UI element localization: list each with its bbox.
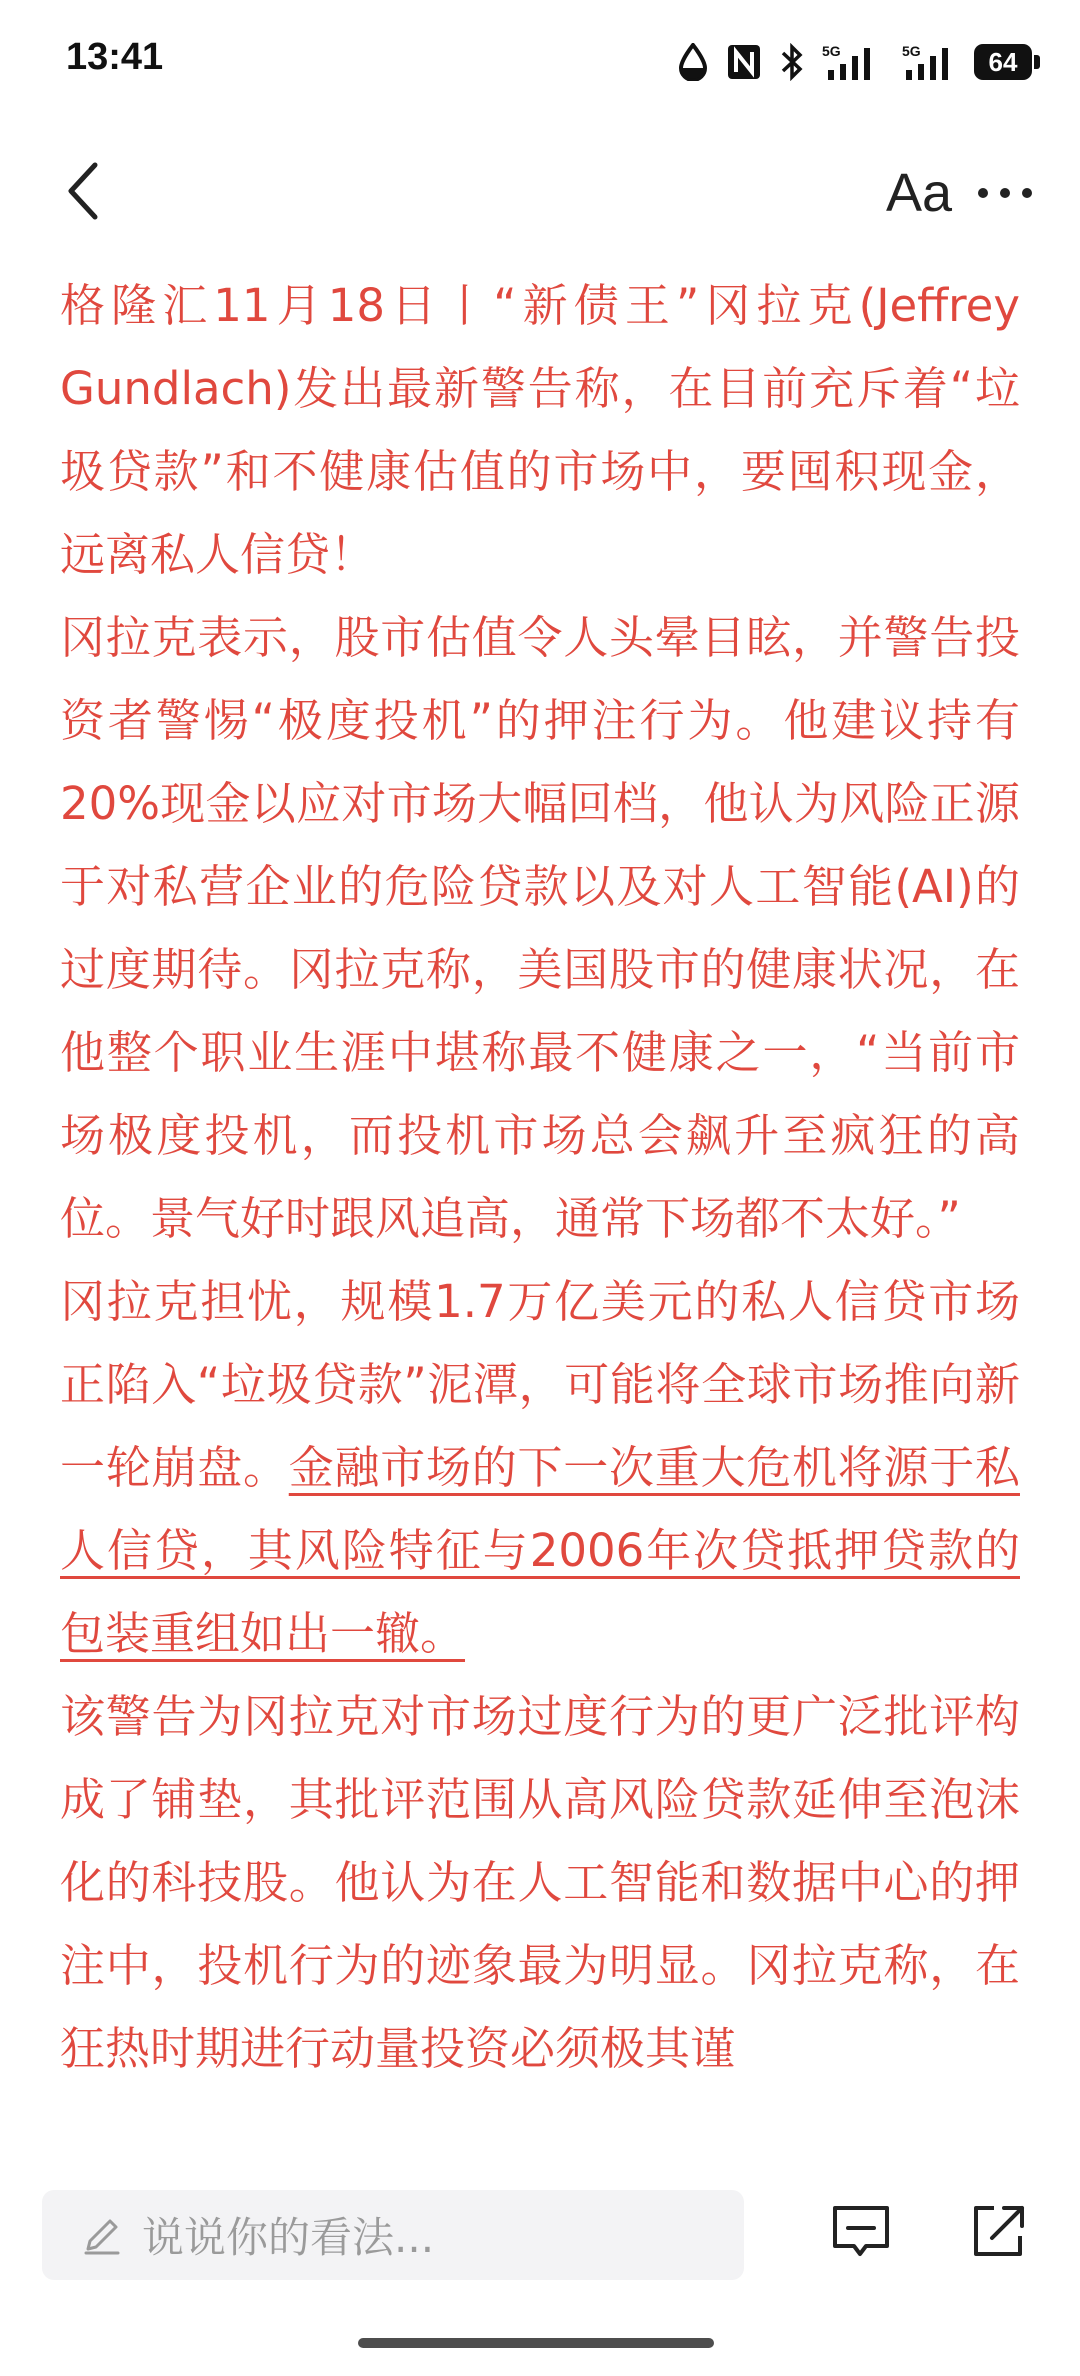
home-indicator[interactable] <box>358 2338 714 2348</box>
article-body <box>60 264 1020 2164</box>
nav-bar <box>0 140 1080 240</box>
battery-icon <box>974 44 1040 80</box>
comment-placeholder: 说说你的看法... <box>142 2213 435 2262</box>
font-size-button[interactable]: Aa <box>885 163 952 223</box>
water-drop-icon <box>678 43 708 81</box>
status-icons <box>678 40 1040 84</box>
status-bar <box>0 0 1080 120</box>
signal-5g-1-icon <box>822 42 884 82</box>
article-paragraph-1: 格隆汇11月18日丨“新债王”冈拉克(Jeffrey Gundlach)发出最新警告称，在目前充斥着“垃圾贷款”和不健康估值的市场中，要囤积现金，远离私人信贷！ <box>60 279 1020 581</box>
article-paragraph-4: 该警告为冈拉克对市场过度行为的更广泛批评构成了铺垫，其批评范围从高风险贷款延伸至泡沫化的科技股。他认为在人工智能和数据中心的押注中，投机行为的迹象最为明显。冈拉克称，在狂热时期进行动量投资必须极其谨 <box>60 1690 1020 2075</box>
more-button[interactable] <box>970 158 1040 228</box>
comment-button[interactable] <box>826 2200 896 2270</box>
bottom-bar <box>0 2176 1080 2316</box>
comment-input[interactable] <box>42 2190 744 2280</box>
svg-text:5G: 5G <box>902 43 921 59</box>
status-time: 13:41 <box>66 36 164 78</box>
article-paragraph-2: 冈拉克表示，股市估值令人头晕目眩，并警告投资者警惕“极度投机”的押注行为。他建议持有20%现金以应对市场大幅回档，他认为风险正源于对私营企业的危险贷款以及对人工智能(AI)的过度期待。冈拉克称，美国股市的健康状况，在他整个职业生涯中堪称最不健康之一，“当前市场极度投机，而投机市场总会飙升至疯狂的高位。景气好时跟风追高，通常下场都不太好。” <box>60 611 1020 1245</box>
more-dots-icon <box>977 184 1033 203</box>
chevron-left-icon <box>63 161 103 225</box>
article-highlight-underlined: 金融市场的下一次重大危机将源于私人信贷，其风险特征与2006年次贷抵押贷款的包装重组如出一辙。 <box>60 1441 1020 1660</box>
bluetooth-icon <box>780 43 804 81</box>
svg-text:5G: 5G <box>822 43 841 59</box>
battery-level: 64 <box>974 44 1032 80</box>
share-button[interactable] <box>964 2198 1034 2268</box>
signal-5g-2-icon <box>902 42 956 82</box>
back-button[interactable] <box>48 158 118 228</box>
comment-icon <box>830 2202 892 2268</box>
nfc-icon <box>726 43 762 81</box>
article-paragraph-3 <box>60 1260 1020 1675</box>
share-icon <box>968 2200 1030 2266</box>
battery-cap <box>1034 55 1040 69</box>
pen-icon <box>80 2213 124 2257</box>
article-paragraph-3-text: 冈拉克担忧，规模1.7万亿美元的私人信贷市场正陷入“垃圾贷款”泥潭，可能将全球市场推向新一轮崩盘。 <box>60 1275 1020 1494</box>
